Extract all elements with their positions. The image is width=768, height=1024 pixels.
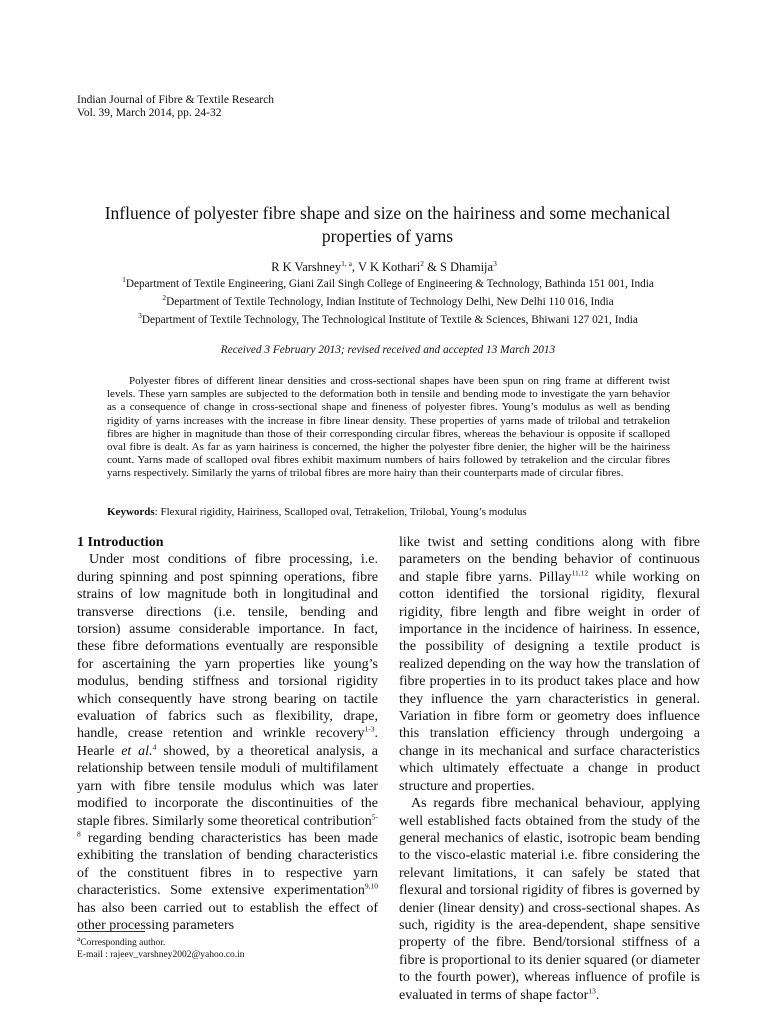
paper-title: Influence of polyester fibre shape and size on the hairiness and some mechanical properties of yarns [104,203,671,246]
citation: 11,12 [571,568,589,578]
citation: 4 [152,742,157,752]
footnote-corresponding: Corresponding author. [80,938,166,948]
footnote: $^a$Corresponding author. E-mail : rajeev_varshney2002@yahoo.co.in [77,933,245,960]
journal-volume: Vol. 39, March 2014, pp. 24-32 [77,107,222,119]
journal-name: Indian Journal of Fibre & Textile Research [77,94,274,106]
paragraph-continued: like twist and setting conditions along with fibre parameters on the bending behavior of continuous and staple fibre yarns. Pillay$^{11,12}$ while working on cotton identified the torsional rigidity, flexural rigidity, fibre length and fibre weight in order of importance in the incidence of hairiness. In essence, the possibility of designing a textile product is realized depending on the way how the translation of fibre properties in to its product takes place and how they influence the yarn characteristics in general. Variation in fibre form or geometry does influence this translation efficiency through undergoing a change in its mechanical and surface characteristics which ultimately effectuate a change in product structure and properties. [399,535,701,794]
paragraph: Under most conditions of fibre processing, i.e. during spinning and post spinning operations, fibre strains of low magnitude both in longitudinal and transverse directions (i.e. tensile, bending and torsion) assume considerable importance. In fact, these fibre deformations eventually are responsible for ascertaining the yarn properties like young’s modulus, bending stiffness and torsional rigidity which consequently have strong bearing on tactile evaluation of fabrics such as flexibility, drape, handle, crease retention and wrinkle recovery$^{1-3}$. Hearle et al.$^4$ showed, by a theoretical analysis, a relationship between tensile moduli of multifilament yarn with fibre tensile modulus which was later modified to incorporate the discontinuities of the staple fibres. Similarly some theoretical contribution$^{5-8}$ regarding bending characteristics has been made exhibiting the translation of bending characteristics of the constituent fibres in to respective yarn characteristics. Some extensive experimentation$^{9,10}$ has also been carried out to establish the effect of other processing parameters [77,552,378,933]
affiliation: $^2$Department of Textile Technology, Indian Institute of Technology Delhi, New Delhi 110 016, India [162,293,614,308]
citation: 9,10 [364,881,378,891]
received-dates: Received 3 February 2013; revised received and accepted 13 March 2013 [220,344,556,356]
citation: 1-3 [364,724,375,734]
journal-header [77,94,274,120]
paragraph: As regards fibre mechanical behaviour, applying well established facts obtained from the study of the general mechanics of elastic, isotropic beam bending to the visco-elastic material i.e. fibre considering the relevant limitations, it can safely be stated that flexural and torsional rigidity of fibres is governed by denier (linear density) and cross-sectional shapes. As such, rigidity is the area-dependent, shape sensitive property of the fibre. Bend/torsional stiffness of a fibre is proportional to its denier squared (or diameter to the fourth power), whereas influence of profile is evaluated in terms of shape factor$^{13}$. [399,796,700,1003]
affiliation: $^1$Department of Textile Engineering, Giani Zail Singh College of Engineering & Technology, Bathinda 151 001, India [122,275,654,290]
author-name: R K Varshney [271,260,342,274]
author-list: R K Varshney$^{1, a}$, V K Kothari$^2$ & S Dhamija$^3$ [271,258,497,274]
author-name: S Dhamija [439,260,494,274]
abstract: Polyester fibres of different linear densities and cross-sectional shapes have been spun on ring frame at different twist levels. These yarn samples are subjected to the deformation both in tensile and bending mode to investigate the yarn behavior as a consequence of change in cross-sectional shape and fineness of polyester fibres. Young’s modulus as well as bending rigidity of yarns increases with the increase in fibre linear density. These properties of yarns made of trilobal and tetrakelion fibres are higher in magnitude than those of their corresponding circular fibres, whereas the behaviour is opposite if scalloped oval fibre is dealt. As far as yarn hairiness is concerned, the higher the polyester fibre denier, the higher will be the hairiness count. Yarns made of scalloped oval fibres exhibit maximum numbers of hairs followed by tetrakelion and the circular fibres yarns respectively. Similarly the yarns of trilobal fibres are more hairy than their counterparts made of circular fibres. [107,375,670,480]
affiliation: $^3$Department of Textile Technology, The Technological Institute of Textile & Sciences, Bhiwani 127 021, India [138,311,638,326]
body-column-left [77,534,378,934]
keywords-text: : Flexural rigidity, Hairiness, Scalloped oval, Tetrakelion, Trilobal, Young’s modulus [154,506,527,518]
author-affil-mark: 1, a [341,258,352,268]
keywords-label: Keywords [107,506,155,518]
section-heading: 1 Introduction [77,535,164,550]
citation: 13 [588,985,596,995]
author-name: V K Kothari [357,260,421,274]
keywords [107,506,527,518]
author-affil-mark: 2 [420,258,424,268]
body-column-right [399,534,700,1004]
footnote-rule [77,931,145,932]
citation: 5-8 [77,811,378,839]
author-affil-mark: 3 [493,258,497,268]
footnote-email: E-mail : rajeev_varshney2002@yahoo.co.in [77,950,245,960]
